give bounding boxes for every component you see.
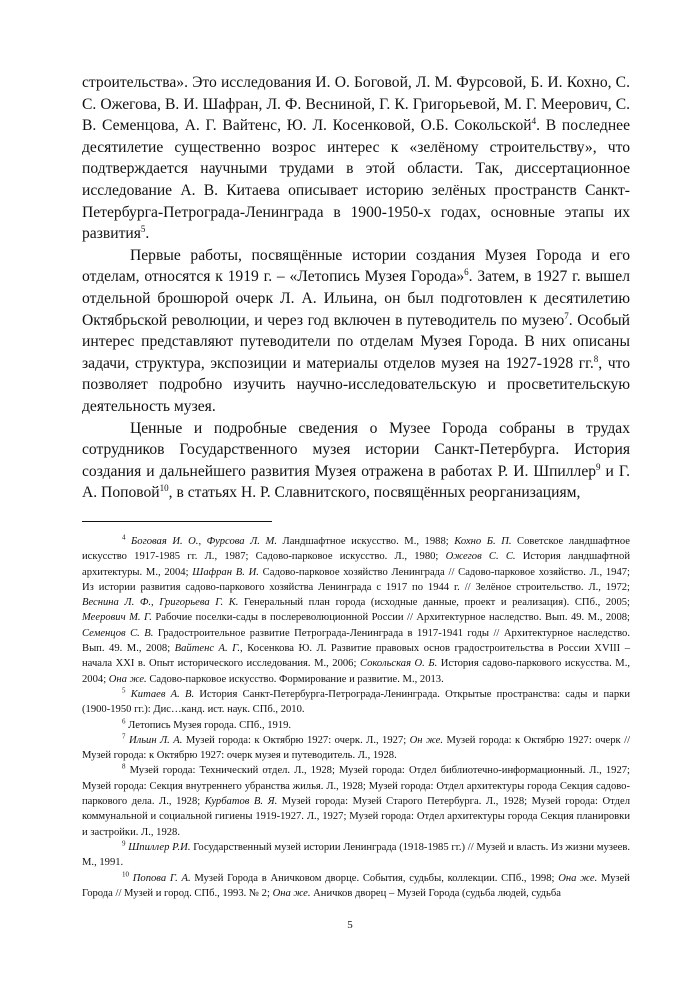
main-text xyxy=(82,72,630,504)
footnote-number: 7 xyxy=(122,732,126,741)
footnote-ref-10[interactable]: 10 xyxy=(159,483,169,494)
footnote-ref-6[interactable]: 6 xyxy=(464,267,469,278)
footnote-ref-8[interactable]: 8 xyxy=(593,353,599,364)
footnote-ref-4[interactable]: 4 xyxy=(531,116,537,126)
footnote-number: 9 xyxy=(122,839,126,848)
footnote-5: $^5$ Китаев А. В. История Санкт-Петербурга-Петрограда-Ленинграда. Открытые пространства: сады и парки (1900-1950 гг.): Дис…канд. ист. наук. СПб., 2010. xyxy=(82,686,630,716)
footnote-4: $^4$ Боговая И. О., Фурсова Л. М. Ландшафтное искусство. М., 1988; Кохно Б. П. Советское ландшафтное искусство 1917-1985 гг. Л., 1987; Садово-парковое искусство. Л., 1980; Ожегов С. С. История ландшафтной архитектуры. М., 2004; Шафран В. И. Садово-парковое хозяйство Ленинграда // Садово-парковое хозяйство. Л., 1947; Из истории развития садово-паркового хозяйства Ленинграда с 1917 по 1944 г. // Зелёное строительство. Л., 1972; Веснина Л. Ф., Григорьева Г. К. Генеральный план города (исходные данные, проект и реализация). СПб., 2005; Меерович М. Г. Рабочие поселки-сады в послереволюционной России // Архитектурное наследство. Вып. 49. М., 2008; Семенцов С. В. Градостроительное развитие Петрограда-Ленинграда в 1917-1941 годы // Архитектурное наследство. Вып. 49. М., 2008; Вайтенс А. Г., Косенкова Ю. Л. Развитие правовых основ градостроительства в России XVIII – начала XXI в. Опыт исторического исследования. М., 2006; Сокольская О. Б. История садово-паркового искусства. М., 2004; Она же. Садово-парковое искусство. Формирование и развитие. М., 2013. xyxy=(82,533,631,685)
footnote-number: 10 xyxy=(122,870,129,878)
footnote-number: 8 xyxy=(122,762,126,771)
paragraph-2: Первые работы, посвящённые истории создания Музея Города и его отделам, относятся к 1919 г. – «Летопись Музея Города»$^6$. Затем, в 1927 г. вышел отдельной брошюрой очерк Л. А. Ильина, он был подготовлен к десятилетию Октябрьской революции, и через год включен в путеводитель по музею$^7$. Особый интерес представляют путеводители по отделам Музея Города. В них описаны задачи, структура, экспозиции и материалы отделов музея на 1927-1928 гг.$^8$, что позволяет подробно изучить научно-исследовательскую и просветительскую деятельность музея. xyxy=(82,246,630,415)
page-number: 5 xyxy=(347,919,353,931)
footnote-number: 6 xyxy=(122,717,126,726)
footnote-ref-9[interactable]: 9 xyxy=(596,461,601,472)
footnote-10: $^{10}$ Попова Г. А. Музей Города в Аничковом дворце. События, судьбы, коллекции. СПб., 1998; Она же. Музей Города // Музей и город. СПб., 1993. № 2; Она же. Аничков дворец – Музей Города (судьба людей, судьба xyxy=(82,870,630,899)
footnote-number: 4 xyxy=(122,533,126,542)
footnote-number: 5 xyxy=(122,686,126,695)
footnotes xyxy=(82,534,630,901)
footnote-7: $^7$ Ильин Л. А. Музей города: к Октябрю 1927: очерк. Л., 1927; Он же. Музей города: к Октябрю 1927: очерк // Музей города: к Октябрю 1927: очерк музея и путеводитель. Л., 1928. xyxy=(82,732,631,762)
footnote-8: $^8$ Музей города: Технический отдел. Л., 1928; Музей города: Отдел библиотечно-информационный. Л., 1927; Музей города: Секция внутреннего убранства жилья. Л., 1928; Музей города: Отдел архитектуры города Секция садово-паркового дела. Л., 1928; Курбатов В. Я. Музей города: Музей Старого Петербурга. Л., 1928; Музей города: Отдел коммунальной и социальной гигиены 1919-1927. Л., 1927; Музей города: Отдел архитектуры города Секция планировки и застройки. Л., 1928. xyxy=(82,762,630,838)
footnote-ref-5[interactable]: 5 xyxy=(140,223,146,234)
paragraph-1: строительства». Это исследования И. О. Боговой, Л. М. Фурсовой, Б. И. Кохно, С. С. Ожегова, В. И. Шафран, Л. Ф. Весниной, Г. К. Григорьевой, М. Г. Меерович, С. В. Семенцова, А. Г. Вайтенс, Ю. Л. Косенковой, О.Б. Сокольской$^4$. В последнее десятилетие существенно возрос интерес к «зелёному строительству», что подтверждается научными трудами в этой области. Так, диссертационное исследование А. В. Китаева описывает историю зелёных пространств Санкт-Петербурга-Петрограда-Ленинграда в 1900-1950-х годах, основные этапы их развития$^5$. xyxy=(82,74,631,243)
footnote-separator xyxy=(82,521,272,522)
footnote-6: $^6$ Летопись Музея города. СПб., 1919. xyxy=(122,717,292,731)
footnote-ref-7[interactable]: 7 xyxy=(564,310,569,321)
paragraph-3: Ценные и подробные сведения о Музее Города собраны в трудах сотрудников Государственного музея истории Санкт-Петербурга. История создания и дальнейшего развития Музея отражена в работах Р. И. Шпиллер$^9$ и Г. А. Поповой$^{10}$, в статьях Н. Р. Славнитского, посвящённых реорганизациям, xyxy=(82,419,631,502)
footnote-9: $^9$ Шпиллер Р.И. Государственный музей истории Ленинграда (1918-1985 гг.) // Музей и власть. Из жизни музеев. М., 1991. xyxy=(82,839,631,869)
